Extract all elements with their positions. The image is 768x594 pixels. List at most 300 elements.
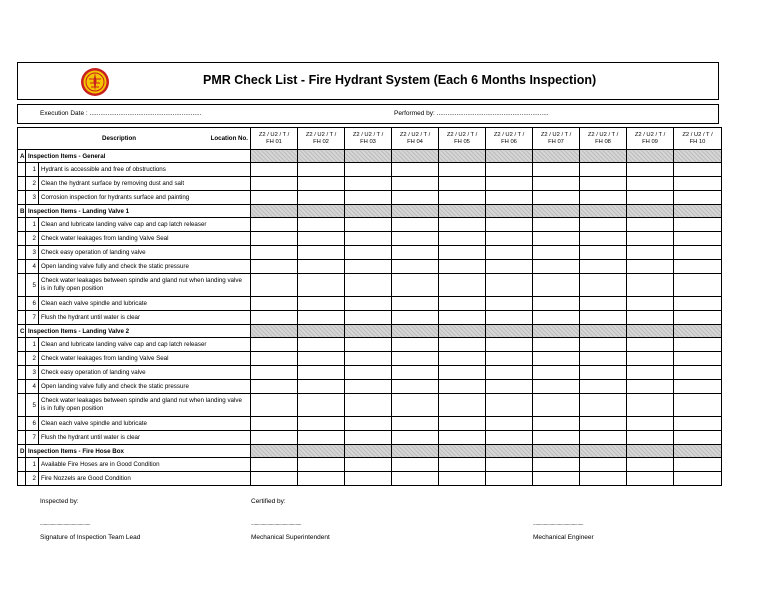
check-cell[interactable] bbox=[486, 417, 533, 431]
item-number: 2 bbox=[26, 232, 39, 246]
row-spacer-cell bbox=[18, 260, 26, 274]
section-shaded-cell bbox=[674, 205, 722, 218]
section-shaded-cell bbox=[580, 325, 627, 338]
check-cell[interactable] bbox=[533, 311, 580, 325]
check-cell[interactable] bbox=[345, 232, 392, 246]
section-shaded-cell bbox=[486, 325, 533, 338]
location-header-fh02: Z2 / U2 / T / FH 02 bbox=[298, 128, 345, 150]
check-cell[interactable] bbox=[345, 274, 392, 297]
check-cell[interactable] bbox=[392, 458, 439, 472]
location-header-fh05: Z2 / U2 / T / FH 05 bbox=[439, 128, 486, 150]
check-cell[interactable] bbox=[439, 417, 486, 431]
section-shaded-cell bbox=[439, 445, 486, 458]
check-cell[interactable] bbox=[627, 297, 674, 311]
location-header: Location No. bbox=[210, 135, 249, 142]
check-cell[interactable] bbox=[627, 380, 674, 394]
check-cell[interactable] bbox=[674, 417, 722, 431]
execution-row bbox=[17, 104, 719, 124]
item-description: Corrosion inspection for hydrants surface and painting bbox=[39, 191, 251, 205]
check-cell[interactable] bbox=[674, 232, 722, 246]
title-box bbox=[17, 62, 719, 100]
check-cell[interactable] bbox=[580, 458, 627, 472]
performed-by-field[interactable] bbox=[394, 110, 549, 117]
check-cell[interactable] bbox=[486, 394, 533, 417]
check-cell[interactable] bbox=[345, 380, 392, 394]
check-cell[interactable] bbox=[298, 218, 345, 232]
check-cell[interactable] bbox=[345, 338, 392, 352]
check-cell[interactable] bbox=[298, 417, 345, 431]
section-letter: A bbox=[18, 150, 26, 163]
check-cell[interactable] bbox=[251, 458, 298, 472]
check-cell[interactable] bbox=[674, 431, 722, 445]
check-cell[interactable] bbox=[298, 394, 345, 417]
check-cell[interactable] bbox=[580, 218, 627, 232]
check-cell[interactable] bbox=[533, 394, 580, 417]
signature-line-lead[interactable]: ........................................... bbox=[40, 521, 91, 527]
check-cell[interactable] bbox=[345, 246, 392, 260]
check-cell[interactable] bbox=[627, 260, 674, 274]
check-cell[interactable] bbox=[533, 352, 580, 366]
item-description: Flush the hydrant until water is clear bbox=[39, 431, 251, 445]
table-row bbox=[18, 352, 722, 366]
check-cell[interactable] bbox=[439, 431, 486, 445]
check-cell[interactable] bbox=[251, 417, 298, 431]
item-description: Clean the hydrant surface by removing dust and salt bbox=[39, 177, 251, 191]
check-cell[interactable] bbox=[533, 191, 580, 205]
check-cell[interactable] bbox=[486, 163, 533, 177]
check-cell[interactable] bbox=[627, 311, 674, 325]
section-shaded-cell bbox=[580, 150, 627, 163]
section-title: Inspection Items - Fire Hose Box bbox=[26, 445, 251, 458]
check-cell[interactable] bbox=[251, 260, 298, 274]
check-cell[interactable] bbox=[533, 431, 580, 445]
check-cell[interactable] bbox=[251, 352, 298, 366]
table-row bbox=[18, 218, 722, 232]
check-cell[interactable] bbox=[580, 260, 627, 274]
table-row bbox=[18, 472, 722, 486]
check-cell[interactable] bbox=[439, 472, 486, 486]
check-cell[interactable] bbox=[251, 380, 298, 394]
check-cell[interactable] bbox=[486, 297, 533, 311]
check-cell[interactable] bbox=[627, 472, 674, 486]
check-cell[interactable] bbox=[298, 338, 345, 352]
check-cell[interactable] bbox=[439, 177, 486, 191]
check-cell[interactable] bbox=[533, 472, 580, 486]
check-cell[interactable] bbox=[486, 472, 533, 486]
check-cell[interactable] bbox=[439, 366, 486, 380]
item-description: Clean each valve spindle and lubricate bbox=[39, 297, 251, 311]
check-cell[interactable] bbox=[674, 218, 722, 232]
check-cell[interactable] bbox=[251, 311, 298, 325]
check-cell[interactable] bbox=[345, 366, 392, 380]
check-cell[interactable] bbox=[345, 191, 392, 205]
check-cell[interactable] bbox=[392, 352, 439, 366]
check-cell[interactable] bbox=[298, 380, 345, 394]
check-cell[interactable] bbox=[533, 232, 580, 246]
section-shaded-cell bbox=[392, 150, 439, 163]
check-cell[interactable] bbox=[392, 380, 439, 394]
check-cell[interactable] bbox=[345, 260, 392, 274]
section-shaded-cell bbox=[627, 445, 674, 458]
section-shaded-cell bbox=[486, 205, 533, 218]
section-shaded-cell bbox=[533, 205, 580, 218]
section-shaded-cell bbox=[392, 205, 439, 218]
check-cell[interactable] bbox=[298, 366, 345, 380]
check-cell[interactable] bbox=[251, 366, 298, 380]
row-spacer-cell bbox=[18, 297, 26, 311]
check-cell[interactable] bbox=[486, 177, 533, 191]
check-cell[interactable] bbox=[580, 380, 627, 394]
check-cell[interactable] bbox=[674, 177, 722, 191]
section-shaded-cell bbox=[251, 150, 298, 163]
check-cell[interactable] bbox=[251, 232, 298, 246]
check-cell[interactable] bbox=[392, 260, 439, 274]
location-header-fh09: Z2 / U2 / T / FH 09 bbox=[627, 128, 674, 150]
check-cell[interactable] bbox=[580, 297, 627, 311]
signature-line-superintendent[interactable]: ........................................... bbox=[251, 521, 302, 527]
check-cell[interactable] bbox=[486, 431, 533, 445]
check-cell[interactable] bbox=[486, 191, 533, 205]
check-cell[interactable] bbox=[298, 232, 345, 246]
description-header-cell bbox=[18, 128, 251, 150]
check-cell[interactable] bbox=[345, 311, 392, 325]
check-cell[interactable] bbox=[392, 366, 439, 380]
check-cell[interactable] bbox=[392, 177, 439, 191]
check-cell[interactable] bbox=[674, 380, 722, 394]
check-cell[interactable] bbox=[345, 163, 392, 177]
check-cell[interactable] bbox=[251, 218, 298, 232]
check-cell[interactable] bbox=[627, 417, 674, 431]
check-cell[interactable] bbox=[298, 191, 345, 205]
table-row bbox=[18, 380, 722, 394]
check-cell[interactable] bbox=[580, 352, 627, 366]
check-cell[interactable] bbox=[674, 366, 722, 380]
check-cell[interactable] bbox=[486, 458, 533, 472]
check-cell[interactable] bbox=[298, 431, 345, 445]
check-cell[interactable] bbox=[580, 311, 627, 325]
check-cell[interactable] bbox=[533, 177, 580, 191]
check-cell[interactable] bbox=[533, 163, 580, 177]
check-cell[interactable] bbox=[392, 274, 439, 297]
check-cell[interactable] bbox=[580, 394, 627, 417]
execution-date-label: Execution Date : bbox=[40, 110, 88, 117]
location-header-fh06: Z2 / U2 / T / FH 06 bbox=[486, 128, 533, 150]
item-number: 4 bbox=[26, 260, 39, 274]
check-cell[interactable] bbox=[439, 352, 486, 366]
item-number: 4 bbox=[26, 380, 39, 394]
check-cell[interactable] bbox=[533, 260, 580, 274]
row-spacer-cell bbox=[18, 394, 26, 417]
check-cell[interactable] bbox=[439, 311, 486, 325]
check-cell[interactable] bbox=[392, 472, 439, 486]
check-cell[interactable] bbox=[298, 472, 345, 486]
section-shaded-cell bbox=[674, 325, 722, 338]
inspected-by-label: Inspected by: bbox=[40, 498, 79, 505]
row-spacer-cell bbox=[18, 458, 26, 472]
check-cell[interactable] bbox=[486, 366, 533, 380]
check-cell[interactable] bbox=[627, 191, 674, 205]
check-cell[interactable] bbox=[627, 177, 674, 191]
check-cell[interactable] bbox=[533, 274, 580, 297]
check-cell[interactable] bbox=[298, 260, 345, 274]
performed-by-label: Performed by: bbox=[394, 110, 435, 117]
item-description: Fire Nozzels are Good Condition bbox=[39, 472, 251, 486]
check-cell[interactable] bbox=[439, 297, 486, 311]
section-shaded-cell bbox=[298, 150, 345, 163]
check-cell[interactable] bbox=[345, 472, 392, 486]
section-shaded-cell bbox=[580, 445, 627, 458]
check-cell[interactable] bbox=[251, 163, 298, 177]
section-shaded-cell bbox=[251, 325, 298, 338]
row-spacer-cell bbox=[18, 311, 26, 325]
table-row bbox=[18, 246, 722, 260]
execution-date-field[interactable] bbox=[40, 110, 201, 117]
check-cell[interactable] bbox=[345, 431, 392, 445]
check-cell[interactable] bbox=[533, 218, 580, 232]
check-cell[interactable] bbox=[486, 274, 533, 297]
item-description: Check water leakages between spindle and gland nut when landing valve is in fully open position bbox=[39, 274, 251, 297]
check-cell[interactable] bbox=[674, 472, 722, 486]
check-cell[interactable] bbox=[580, 338, 627, 352]
check-cell[interactable] bbox=[439, 380, 486, 394]
check-cell[interactable] bbox=[580, 274, 627, 297]
item-description: Check water leakages between spindle and gland nut when landing valve is in fully open position bbox=[39, 394, 251, 417]
row-spacer-cell bbox=[18, 417, 26, 431]
check-cell[interactable] bbox=[439, 338, 486, 352]
check-cell[interactable] bbox=[627, 218, 674, 232]
section-shaded-cell bbox=[674, 150, 722, 163]
check-cell[interactable] bbox=[392, 297, 439, 311]
item-number: 6 bbox=[26, 297, 39, 311]
check-cell[interactable] bbox=[439, 191, 486, 205]
check-cell[interactable] bbox=[627, 366, 674, 380]
check-cell[interactable] bbox=[298, 297, 345, 311]
item-description: Clean and lubricate landing valve cap and cap latch releaser bbox=[39, 218, 251, 232]
row-spacer-cell bbox=[18, 352, 26, 366]
check-cell[interactable] bbox=[345, 458, 392, 472]
check-cell[interactable] bbox=[674, 352, 722, 366]
check-cell[interactable] bbox=[486, 246, 533, 260]
row-spacer-cell bbox=[18, 218, 26, 232]
check-cell[interactable] bbox=[533, 246, 580, 260]
row-spacer-cell bbox=[18, 274, 26, 297]
check-cell[interactable] bbox=[627, 338, 674, 352]
check-cell[interactable] bbox=[533, 380, 580, 394]
check-cell[interactable] bbox=[580, 163, 627, 177]
check-cell[interactable] bbox=[345, 297, 392, 311]
check-cell[interactable] bbox=[251, 431, 298, 445]
item-number: 6 bbox=[26, 417, 39, 431]
section-shaded-cell bbox=[627, 325, 674, 338]
check-cell[interactable] bbox=[439, 458, 486, 472]
check-cell[interactable] bbox=[345, 352, 392, 366]
check-cell[interactable] bbox=[627, 163, 674, 177]
check-cell[interactable] bbox=[674, 274, 722, 297]
check-cell[interactable] bbox=[674, 338, 722, 352]
check-cell[interactable] bbox=[298, 177, 345, 191]
section-shaded-cell bbox=[439, 205, 486, 218]
check-cell[interactable] bbox=[392, 417, 439, 431]
section-letter: D bbox=[18, 445, 26, 458]
location-header-fh01: Z2 / U2 / T / FH 01 bbox=[251, 128, 298, 150]
check-cell[interactable] bbox=[486, 218, 533, 232]
section-shaded-cell bbox=[439, 325, 486, 338]
check-cell[interactable] bbox=[439, 394, 486, 417]
check-cell[interactable] bbox=[392, 394, 439, 417]
check-cell[interactable] bbox=[392, 338, 439, 352]
check-cell[interactable] bbox=[251, 338, 298, 352]
check-cell[interactable] bbox=[345, 177, 392, 191]
check-cell[interactable] bbox=[486, 338, 533, 352]
check-cell[interactable] bbox=[392, 191, 439, 205]
check-cell[interactable] bbox=[580, 177, 627, 191]
check-cell[interactable] bbox=[251, 274, 298, 297]
check-cell[interactable] bbox=[392, 246, 439, 260]
table-row bbox=[18, 260, 722, 274]
check-cell[interactable] bbox=[627, 232, 674, 246]
check-cell[interactable] bbox=[251, 297, 298, 311]
check-cell[interactable] bbox=[345, 218, 392, 232]
check-cell[interactable] bbox=[298, 274, 345, 297]
check-cell[interactable] bbox=[486, 311, 533, 325]
check-cell[interactable] bbox=[251, 394, 298, 417]
table-row bbox=[18, 366, 722, 380]
check-cell[interactable] bbox=[251, 246, 298, 260]
check-cell[interactable] bbox=[439, 274, 486, 297]
item-number: 1 bbox=[26, 458, 39, 472]
check-cell[interactable] bbox=[486, 352, 533, 366]
section-shaded-cell bbox=[345, 445, 392, 458]
check-cell[interactable] bbox=[533, 297, 580, 311]
check-cell[interactable] bbox=[298, 246, 345, 260]
check-cell[interactable] bbox=[486, 232, 533, 246]
company-logo-icon bbox=[80, 67, 110, 97]
check-cell[interactable] bbox=[533, 417, 580, 431]
section-shaded-cell bbox=[392, 445, 439, 458]
check-cell[interactable] bbox=[674, 246, 722, 260]
item-number: 1 bbox=[26, 163, 39, 177]
description-header: Description bbox=[102, 135, 137, 142]
row-spacer-cell bbox=[18, 472, 26, 486]
table-row bbox=[18, 417, 722, 431]
check-cell[interactable] bbox=[392, 232, 439, 246]
table-row bbox=[18, 274, 722, 297]
check-cell[interactable] bbox=[580, 366, 627, 380]
location-header-fh07: Z2 / U2 / T / FH 07 bbox=[533, 128, 580, 150]
item-number: 2 bbox=[26, 352, 39, 366]
check-cell[interactable] bbox=[298, 311, 345, 325]
check-cell[interactable] bbox=[251, 191, 298, 205]
check-cell[interactable] bbox=[580, 472, 627, 486]
check-cell[interactable] bbox=[674, 297, 722, 311]
check-cell[interactable] bbox=[392, 218, 439, 232]
table-row bbox=[18, 338, 722, 352]
check-cell[interactable] bbox=[627, 431, 674, 445]
check-cell[interactable] bbox=[627, 352, 674, 366]
item-number: 3 bbox=[26, 246, 39, 260]
signature-line-engineer[interactable]: ........................................... bbox=[533, 521, 584, 527]
section-shaded-cell bbox=[627, 205, 674, 218]
table-row bbox=[18, 297, 722, 311]
check-cell[interactable] bbox=[580, 232, 627, 246]
check-cell[interactable] bbox=[486, 260, 533, 274]
section-shaded-cell bbox=[580, 205, 627, 218]
location-header-fh10: Z2 / U2 / T / FH 10 bbox=[674, 128, 722, 150]
check-cell[interactable] bbox=[580, 246, 627, 260]
check-cell[interactable] bbox=[439, 163, 486, 177]
check-cell[interactable] bbox=[251, 177, 298, 191]
check-cell[interactable] bbox=[674, 260, 722, 274]
row-spacer-cell bbox=[18, 163, 26, 177]
section-shaded-cell bbox=[674, 445, 722, 458]
check-cell[interactable] bbox=[345, 417, 392, 431]
check-cell[interactable] bbox=[392, 163, 439, 177]
section-letter: C bbox=[18, 325, 26, 338]
check-cell[interactable] bbox=[533, 458, 580, 472]
item-number: 1 bbox=[26, 218, 39, 232]
table-row bbox=[18, 431, 722, 445]
check-cell[interactable] bbox=[580, 431, 627, 445]
check-cell[interactable] bbox=[627, 274, 674, 297]
check-cell[interactable] bbox=[580, 191, 627, 205]
row-spacer-cell bbox=[18, 366, 26, 380]
check-cell[interactable] bbox=[298, 458, 345, 472]
table-row bbox=[18, 394, 722, 417]
check-cell[interactable] bbox=[392, 431, 439, 445]
check-cell[interactable] bbox=[486, 380, 533, 394]
check-cell[interactable] bbox=[674, 191, 722, 205]
item-number: 2 bbox=[26, 177, 39, 191]
section-title: Inspection Items - Landing Valve 1 bbox=[26, 205, 251, 218]
section-shaded-cell bbox=[345, 150, 392, 163]
check-cell[interactable] bbox=[533, 366, 580, 380]
section-row bbox=[18, 445, 722, 458]
check-cell[interactable] bbox=[627, 458, 674, 472]
check-cell[interactable] bbox=[674, 458, 722, 472]
item-number: 3 bbox=[26, 366, 39, 380]
section-title: Inspection Items - Landing Valve 2 bbox=[26, 325, 251, 338]
check-cell[interactable] bbox=[439, 260, 486, 274]
item-description: Clean each valve spindle and lubricate bbox=[39, 417, 251, 431]
signature-superintendent-label: Mechanical Superintendent bbox=[251, 534, 330, 541]
location-header-fh03: Z2 / U2 / T / FH 03 bbox=[345, 128, 392, 150]
check-cell[interactable] bbox=[533, 338, 580, 352]
item-number: 3 bbox=[26, 191, 39, 205]
section-row bbox=[18, 205, 722, 218]
section-shaded-cell bbox=[486, 445, 533, 458]
check-cell[interactable] bbox=[298, 352, 345, 366]
item-number: 2 bbox=[26, 472, 39, 486]
check-cell[interactable] bbox=[345, 394, 392, 417]
row-spacer-cell bbox=[18, 191, 26, 205]
section-shaded-cell bbox=[251, 205, 298, 218]
check-cell[interactable] bbox=[674, 394, 722, 417]
check-cell[interactable] bbox=[439, 218, 486, 232]
item-description: Check water leakages from landing Valve Seal bbox=[39, 352, 251, 366]
table-header-row bbox=[18, 128, 722, 150]
check-cell[interactable] bbox=[439, 232, 486, 246]
check-cell[interactable] bbox=[627, 246, 674, 260]
check-cell[interactable] bbox=[392, 311, 439, 325]
check-cell[interactable] bbox=[627, 394, 674, 417]
location-header-fh04: Z2 / U2 / T / FH 04 bbox=[392, 128, 439, 150]
check-cell[interactable] bbox=[580, 417, 627, 431]
check-cell[interactable] bbox=[674, 163, 722, 177]
check-cell[interactable] bbox=[251, 472, 298, 486]
check-cell[interactable] bbox=[439, 246, 486, 260]
check-cell[interactable] bbox=[298, 163, 345, 177]
check-cell[interactable] bbox=[674, 311, 722, 325]
